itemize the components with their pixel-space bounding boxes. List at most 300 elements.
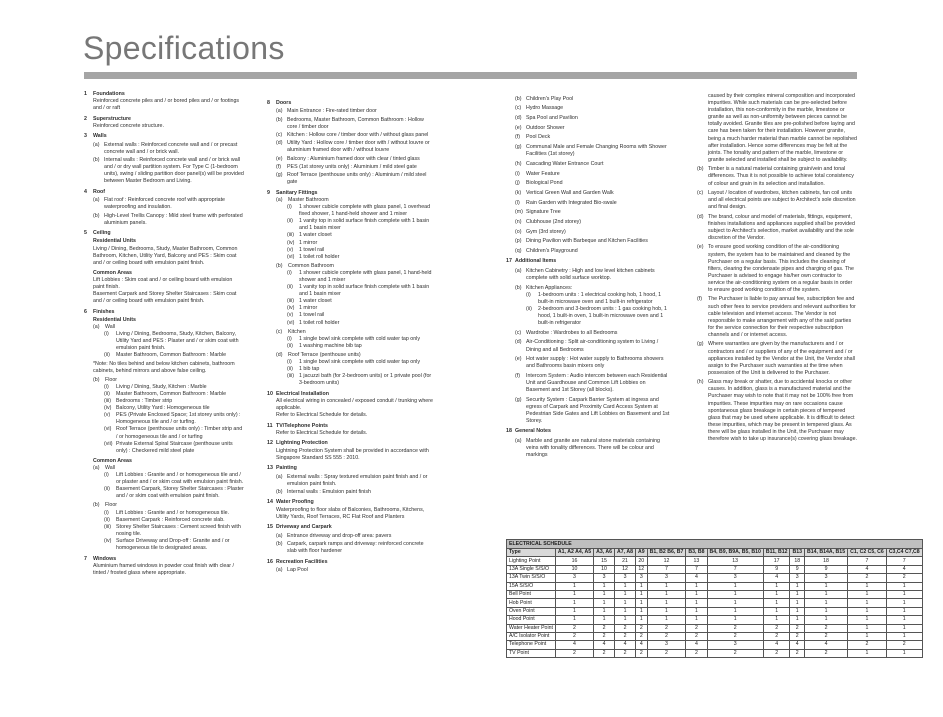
table-cell: 1 — [707, 607, 763, 615]
table-cell: 1 — [763, 607, 790, 615]
section-additional-items — [506, 258, 670, 425]
list-item — [276, 247, 433, 254]
table-cell: 1 — [848, 616, 887, 624]
table-row — [507, 599, 923, 607]
column-1 — [84, 91, 244, 580]
section-title: Walls — [93, 133, 107, 140]
item-text: External walls : Reinforced concrete wall and / or precast concrete wall and / or brick wall. — [104, 141, 238, 155]
item-text: Glass may break or shatter, due to accidental knocks or other causes. In addition, glass is a manufactured material and the Purchaser may wish to note that it may not be 100% free from impurities. These impurities may on rare occasions cause spontaneous glass breakage in certain pieces of tempered glass that may be used where applicable. It is difficult to detect these impurities, which may be present in tempered glass. As there will be glass installed in the Unit, the Purchaser may therefore wish to take up insurance(s) covering glass breakage. — [708, 379, 857, 443]
table-cell: 1 — [686, 590, 707, 598]
item-text: 1 toilet roll holder — [299, 253, 340, 260]
table-cell: 1 — [594, 616, 615, 624]
item-text: To ensure good working condition of the air-conditioning system, the system has to be maintained and cleaned by the Purchaser on a regular basis. This includes the cleaning of filters, clearing the condensate pipes and charging of gas. The Purchaser is advised to engage his/her own contractor to service the air-conditioning system on a regular basis in order to ensure good working condition of the system. — [708, 244, 854, 293]
item-label: (e) — [515, 356, 522, 363]
item-label: (i) — [287, 335, 292, 342]
item-label: (c) — [276, 131, 283, 138]
section-number: 17 — [506, 258, 512, 265]
item-label: (c) — [276, 328, 283, 335]
table-cell: 2 — [763, 649, 790, 657]
list-item — [276, 474, 433, 488]
section-superstructure — [84, 116, 244, 130]
item-label: (c) — [515, 105, 522, 112]
list-item — [276, 305, 433, 312]
table-cell: 1 — [686, 582, 707, 590]
list-item — [276, 108, 433, 115]
section-title: Sanitary Fittings — [276, 189, 318, 196]
roman-list — [276, 359, 433, 387]
list-item — [93, 412, 244, 426]
table-cell: 1 — [647, 582, 686, 590]
list-item — [93, 391, 244, 398]
item-label: (l) — [515, 199, 520, 206]
table-cell: 2 — [686, 624, 707, 632]
table-cell: 1 — [555, 590, 593, 598]
list-item — [515, 125, 670, 132]
list-item — [276, 270, 433, 284]
table-cell: 1 — [848, 624, 887, 632]
table-cell: 1 — [790, 599, 805, 607]
item-text: Spa Pool and Pavilion — [526, 114, 578, 121]
item-label: (n) — [515, 218, 522, 225]
table-cell: 2 — [647, 632, 686, 640]
roman-list — [93, 472, 244, 500]
table-cell: 7 — [707, 565, 763, 573]
row-label-cell: A/C Isolator Point — [507, 632, 556, 640]
row-label-cell: TV Point — [507, 649, 556, 657]
table-header-cell: A7, A8 — [615, 549, 636, 557]
item-text: Water Feature — [526, 170, 560, 177]
item-text: Cascading Water Entrance Court — [526, 160, 604, 167]
item-label: (j) — [515, 180, 520, 187]
table-cell: 10 — [594, 565, 615, 573]
table-cell: 12 — [635, 565, 647, 573]
list-item — [276, 197, 433, 204]
table-cell: 1 — [886, 632, 922, 640]
table-cell: 2 — [555, 632, 593, 640]
lettered-list — [276, 533, 433, 555]
row-label-cell: Bell Point — [507, 590, 556, 598]
lettered-list — [515, 96, 670, 256]
list-item — [515, 339, 670, 353]
item-text: Storey Shelter Staircases : Cement screed finish with nosing tile. — [116, 523, 241, 537]
table-header-cell: Type — [507, 549, 556, 557]
list-item — [93, 213, 244, 227]
list-item — [697, 214, 857, 242]
section-general-notes — [506, 428, 670, 459]
item-label: (v) — [104, 412, 111, 419]
list-item — [276, 336, 433, 343]
list-item — [93, 524, 244, 538]
item-text: Floor — [105, 376, 118, 383]
item-text: 1 jacuzzi bath (for 2-bedroom units) or 1 private pool (for 3-bedroom units) — [299, 373, 432, 387]
table-cell: 2 — [686, 632, 707, 640]
table-cell: 1 — [886, 624, 922, 632]
section-text: Refer to Electrical Schedule for details. — [276, 412, 368, 419]
table-cell: 2 — [635, 624, 647, 632]
list-item — [697, 244, 857, 294]
list-item — [515, 306, 670, 327]
item-text: Living / Dining, Bedrooms, Study, Kitchen, Balcony, Utility Yard and PES : Plaster and / or skim coat with emulsion paint finish. — [116, 331, 239, 352]
column-4 — [697, 93, 857, 443]
table-cell: 4 — [763, 574, 790, 582]
list-item — [93, 331, 244, 352]
subheading: Residential Units — [93, 316, 136, 323]
list-item — [515, 373, 670, 394]
item-label: (h) — [515, 160, 522, 167]
item-text: Living / Dining, Study, Kitchen : Marble — [116, 383, 207, 390]
list-item — [93, 517, 244, 524]
item-label: (i) — [287, 204, 292, 211]
item-label: (o) — [515, 228, 522, 235]
table-cell: 7 — [848, 557, 887, 565]
item-label: (a) — [276, 196, 283, 203]
item-text: Kitchen : Hollow core / timber door with / without glass panel — [287, 131, 429, 138]
table-cell: 3 — [594, 574, 615, 582]
table-cell: 1 — [763, 599, 790, 607]
item-label: (m) — [515, 209, 523, 216]
table-cell: 1 — [647, 599, 686, 607]
table-cell: 1 — [594, 590, 615, 598]
roman-list — [276, 204, 433, 261]
item-text: Internal walls : Reinforced concrete wall and / or brick wall and / or dry wall partition system. For Type C (1-bedroom units), swing / sliding partition door panel(s) will be provided between Master Bedroom and Living. — [104, 157, 244, 185]
item-label: (d) — [697, 213, 704, 220]
table-row — [507, 632, 923, 640]
item-label: (i) — [104, 383, 109, 390]
note-text: *Note: No tiles behind and below kitchen cabinets, bathroom cabinets, behind mirrors and above false ceiling. — [93, 360, 235, 374]
item-label: (a) — [276, 566, 283, 573]
item-text: Children's Play Pool — [526, 95, 574, 102]
item-label: (i) — [104, 331, 109, 338]
item-text: The Purchaser is liable to pay annual fee, subscription fee and such other fees to service providers and relevant authorities for cable television and internet access. The Vendor is not responsible to make arrangement with any of the said parties for the service connection for their respective subscription channels and / or internet access. — [708, 296, 856, 338]
table-cell: 7 — [647, 565, 686, 573]
table-cell: 1 — [886, 582, 922, 590]
item-label: (ii) — [287, 218, 293, 225]
item-text: Security System : Carpark Barrier System at ingress and egress of Carpark and Proximity Card Access System at Pedestrian Side Gates and Lift Lobbies on Basement and 1st Storey. — [526, 396, 670, 425]
subheading: Residential Units — [93, 238, 136, 245]
table-cell: 4 — [886, 565, 922, 573]
item-text: 1 water closet — [299, 298, 332, 305]
item-label: (a) — [93, 323, 100, 330]
row-label-cell: 15A S/S/O — [507, 582, 556, 590]
section-title: Electrical Installation — [276, 390, 329, 397]
list-item — [515, 209, 670, 216]
item-text: Hot water supply : Hot water supply to Bathrooms showers and Bathrooms basin mixers only — [526, 356, 664, 370]
table-cell: 1 — [805, 599, 848, 607]
item-label: (b) — [697, 166, 704, 173]
table-row — [507, 641, 923, 649]
item-label: (b) — [276, 488, 283, 495]
table-cell: 1 — [594, 607, 615, 615]
item-text: 1 water closet — [299, 232, 332, 239]
table-cell: 3 — [615, 574, 636, 582]
item-text: Entrance driveway and drop-off area: pavers — [287, 532, 392, 539]
item-label: (ii) — [287, 342, 293, 349]
section-number: 6 — [84, 308, 87, 315]
table-cell: 2 — [805, 624, 848, 632]
section-number: 12 — [267, 440, 273, 447]
row-label-cell: Telephone Point — [507, 641, 556, 649]
item-text: Utility Yard : Hollow core / timber door with / without louvre or aluminium framed door with / without louvre — [287, 140, 430, 154]
list-item — [93, 426, 244, 440]
table-cell: 1 — [790, 582, 805, 590]
item-text: Wardrobe : Wardrobes to all Bedrooms — [526, 329, 618, 336]
table-cell: 4 — [848, 565, 887, 573]
table-row — [507, 607, 923, 615]
item-label: (i) — [104, 509, 109, 516]
list-item — [276, 232, 433, 239]
item-text: 1 washing machine bib tap — [299, 342, 362, 349]
table-cell: 1 — [686, 607, 707, 615]
list-item — [276, 329, 433, 336]
table-row — [507, 616, 923, 624]
item-label: (b) — [93, 502, 100, 509]
table-header-cell: C3,C4 C7,C8 — [886, 549, 922, 557]
item-label: (f) — [276, 163, 281, 170]
list-item — [515, 161, 670, 168]
item-label: (b) — [93, 376, 100, 383]
list-item — [276, 140, 433, 154]
row-label-cell: Lighting Point — [507, 557, 556, 565]
table-cell: 4 — [805, 641, 848, 649]
table-cell: 1 — [886, 649, 922, 657]
item-label: (iv) — [104, 405, 112, 412]
item-text: Layout / location of wardrobes, kitchen cabinets, fan coil units and all electrical points are subject to Architect's sole discretion and final design. — [708, 190, 856, 211]
table-cell: 2 — [707, 624, 763, 632]
list-item — [276, 320, 433, 327]
item-label: (d) — [276, 140, 283, 147]
item-label: (a) — [93, 141, 100, 148]
section-text: Refer to Electrical Schedule for details. — [276, 429, 368, 436]
section-number: 14 — [267, 499, 273, 506]
table-cell: 1 — [594, 599, 615, 607]
item-text: Where warranties are given by the manufacturers and / or contractors and / or suppliers of any of the equipment and / or appliances installed by the Vendor at the Unit, the Vendor shall assign to the Purchaser such warranties at the time when possession of the Unit is delivered to the Purchaser. — [708, 341, 855, 376]
list-item — [515, 438, 670, 459]
table-header-cell: A1, A2 A4, A5 — [555, 549, 593, 557]
item-label: (vi) — [104, 426, 112, 433]
item-text: Outdoor Shower — [526, 124, 565, 131]
table-cell: 12 — [647, 557, 686, 565]
list-item — [276, 254, 433, 261]
table-cell: 1 — [555, 607, 593, 615]
item-text: Internal walls : Emulsion paint finish — [287, 488, 371, 495]
table-cell: 2 — [763, 632, 790, 640]
table-cell: 1 — [555, 599, 593, 607]
item-label: (i) — [287, 359, 292, 365]
list-item — [276, 567, 433, 574]
table-cell: 18 — [790, 557, 805, 565]
table-cell: 1 — [763, 582, 790, 590]
section-title: Painting — [276, 465, 297, 472]
section-text: Lightning Protection System shall be provided in accordance with Singapore Standard SS 555 : 2010. — [276, 447, 429, 461]
roman-list — [93, 384, 244, 455]
item-text: 2-bedroom and 3-bedroom units : 1 gas cooking hob, 1 hood, 1 built-in oven, 1 built-in microwave oven and 1 built-in refrigerator — [538, 305, 667, 327]
table-cell: 2 — [555, 624, 593, 632]
item-label: (a) — [276, 108, 283, 115]
table-cell: 1 — [805, 582, 848, 590]
list-item — [515, 134, 670, 141]
row-label-cell: Water Heater Point — [507, 624, 556, 632]
table-cell: 2 — [635, 649, 647, 657]
table-cell: 2 — [615, 624, 636, 632]
table-cell: 1 — [647, 616, 686, 624]
list-item — [515, 144, 670, 158]
section-roof — [84, 189, 244, 227]
table-cell: 1 — [615, 590, 636, 598]
item-label: (d) — [276, 351, 283, 358]
item-text: Roof Terrace (penthouse units only) : Aluminium / mild steel gate — [287, 172, 427, 186]
list-item — [697, 166, 857, 187]
item-text: Dining Pavilion with Barbeque and Kitchen Facilities — [526, 238, 648, 245]
table-cell: 4 — [594, 641, 615, 649]
section-title: TV/Telephone Points — [276, 422, 328, 429]
item-text: Kitchen — [288, 328, 306, 335]
table-cell: 17 — [763, 557, 790, 565]
table-cell: 2 — [635, 632, 647, 640]
section-windows — [84, 556, 244, 577]
item-text: Communal Male and Female Changing Rooms with Shower Facilities (1st storey) — [526, 144, 667, 158]
table-cell: 1 — [848, 590, 887, 598]
list-item — [276, 263, 433, 270]
item-text: Basement Carpark : Reinforced concrete slab. — [116, 516, 225, 523]
section-painting — [267, 465, 433, 496]
table-cell: 3 — [647, 574, 686, 582]
table-cell: 1 — [615, 599, 636, 607]
table-cell: 1 — [707, 590, 763, 598]
list-item — [515, 219, 670, 226]
list-item — [276, 284, 433, 298]
list-item — [276, 352, 433, 359]
section-recreation-facilities — [267, 559, 433, 574]
table-header-cell: B14, B14A, B15 — [805, 549, 848, 557]
item-label: (iv) — [287, 239, 295, 246]
item-label: (ii) — [287, 284, 293, 291]
section-title: Additional Items — [515, 258, 557, 265]
item-text: 1 single bowl sink complete with cold water tap only — [299, 359, 421, 365]
table-cell: 2 — [594, 632, 615, 640]
list-item — [93, 352, 244, 359]
list-item — [515, 330, 670, 337]
section-number: 13 — [267, 465, 273, 472]
item-text: Clubhouse (2nd storey) — [526, 218, 582, 225]
table-cell: 1 — [848, 632, 887, 640]
table-body — [507, 557, 923, 658]
item-label: (q) — [515, 248, 522, 254]
item-text: Bedrooms, Master Bathroom, Common Bathroom : Hollow core / timber door — [287, 116, 424, 130]
table-cell: 3 — [790, 574, 805, 582]
item-label: (p) — [515, 238, 522, 245]
continued-text: caused by their complex mineral composition and incorporated impurities. While such materials can be pre-selected before installation, this non-conformity in the marble, limestone or granite as well as non-uniformity between pieces cannot be totally avoided. Granite tiles are pre-polished before laying and care has been taken for their installation. However granite, being a much harder material than marble cannot be repolished after installation. Hence some differences may be felt at the joints. The tonality and pattern of the marble, limestone or granite selected and installed shall be subject to availability. — [708, 93, 857, 163]
table-cell: 20 — [635, 557, 647, 565]
table-cell: 1 — [615, 582, 636, 590]
table-cell: 2 — [686, 649, 707, 657]
item-text: Balcony : Aluminium framed door with clear / tinted glass — [287, 155, 420, 162]
table-cell: 1 — [790, 616, 805, 624]
table-cell: 2 — [594, 624, 615, 632]
item-text: Vertical Green Wall and Garden Walk — [526, 189, 614, 196]
section-title: Finishes — [93, 308, 115, 315]
list-item — [515, 229, 670, 236]
subheading: Common Areas — [93, 457, 132, 464]
item-label: (e) — [515, 124, 522, 131]
table-cell: 21 — [615, 557, 636, 565]
table-cell: 2 — [647, 649, 686, 657]
section-title: Lightning Protection — [276, 440, 328, 447]
item-text: 1 toilet roll holder — [299, 319, 340, 326]
item-label: (b) — [93, 212, 100, 219]
table-cell: 2 — [647, 624, 686, 632]
table-cell: 1 — [790, 607, 805, 615]
table-cell: 7 — [686, 565, 707, 573]
table-cell: 16 — [555, 557, 593, 565]
section-driveway-carpark — [267, 524, 433, 555]
table-cell: 1 — [707, 616, 763, 624]
section-number: 9 — [267, 189, 270, 196]
section-number: 4 — [84, 189, 87, 195]
list-item — [515, 248, 670, 255]
item-text: Lift Lobbies : Granite and / or homogeneous tile. — [116, 509, 230, 516]
item-label: (vii) — [104, 440, 113, 447]
table-cell: 18 — [805, 557, 848, 565]
item-text: PES (Private Enclosed Space; 1st storey units only) : Homogeneous tile and / or turfing. — [116, 412, 241, 426]
item-label: (vi) — [287, 253, 295, 260]
table-header-cell: A9 — [635, 549, 647, 557]
list-item — [276, 489, 433, 496]
section-number: 10 — [267, 390, 273, 397]
table-cell: 1 — [790, 590, 805, 598]
table-cell: 4 — [555, 641, 593, 649]
table-cell: 4 — [763, 641, 790, 649]
row-label-cell: Oven Point — [507, 607, 556, 615]
table-cell: 1 — [555, 582, 593, 590]
section-title: Ceiling — [93, 230, 111, 237]
section-electrical-installation — [267, 391, 433, 419]
item-text: PES (1st storey units only) : Aluminium / mild steel gate — [287, 163, 417, 170]
list-item — [276, 240, 433, 247]
list-item — [276, 312, 433, 319]
section-number: 15 — [267, 524, 273, 531]
table-cell: 3 — [707, 641, 763, 649]
roman-list — [276, 336, 433, 350]
item-text: Common Bathroom — [288, 262, 334, 269]
item-label: (a) — [93, 464, 100, 471]
list-item — [93, 324, 244, 331]
item-text: Pool Deck — [526, 134, 551, 141]
item-text: Carpark, carpark ramps and driveway: reinforced concrete slab with floor hardener — [287, 540, 424, 554]
table-cell: 2 — [707, 632, 763, 640]
list-item — [276, 366, 433, 373]
section-title: Foundations — [93, 91, 125, 97]
item-text: Private External Spiral Staircase (penthouse units only) : Checkered mild steel plate — [116, 440, 233, 454]
list-item — [93, 384, 244, 391]
item-label: (c) — [697, 190, 704, 196]
list-item — [697, 379, 857, 443]
table-row — [507, 574, 923, 582]
section-text: Reinforced concrete piles and / or bored piles and / or footings and / or raft — [93, 98, 240, 112]
item-text: Gym (3rd storey) — [526, 228, 566, 235]
item-text: Main Entrance : Fire-rated timber door — [287, 108, 377, 115]
item-text: Basement Carpark, Storey Shelter Staircases : Plaster and / or skim coat with emulsion paint finish. — [116, 486, 244, 500]
table-cell: 2 — [805, 632, 848, 640]
list-item — [93, 538, 244, 552]
table-cell: 1 — [707, 582, 763, 590]
item-text: 1 bib tap — [299, 366, 320, 373]
item-label: (i) — [104, 472, 109, 479]
table-cell: 13 — [686, 557, 707, 565]
table-cell: 2 — [805, 649, 848, 657]
table-cell: 1 — [805, 590, 848, 598]
list-item — [276, 156, 433, 163]
list-item — [276, 343, 433, 350]
